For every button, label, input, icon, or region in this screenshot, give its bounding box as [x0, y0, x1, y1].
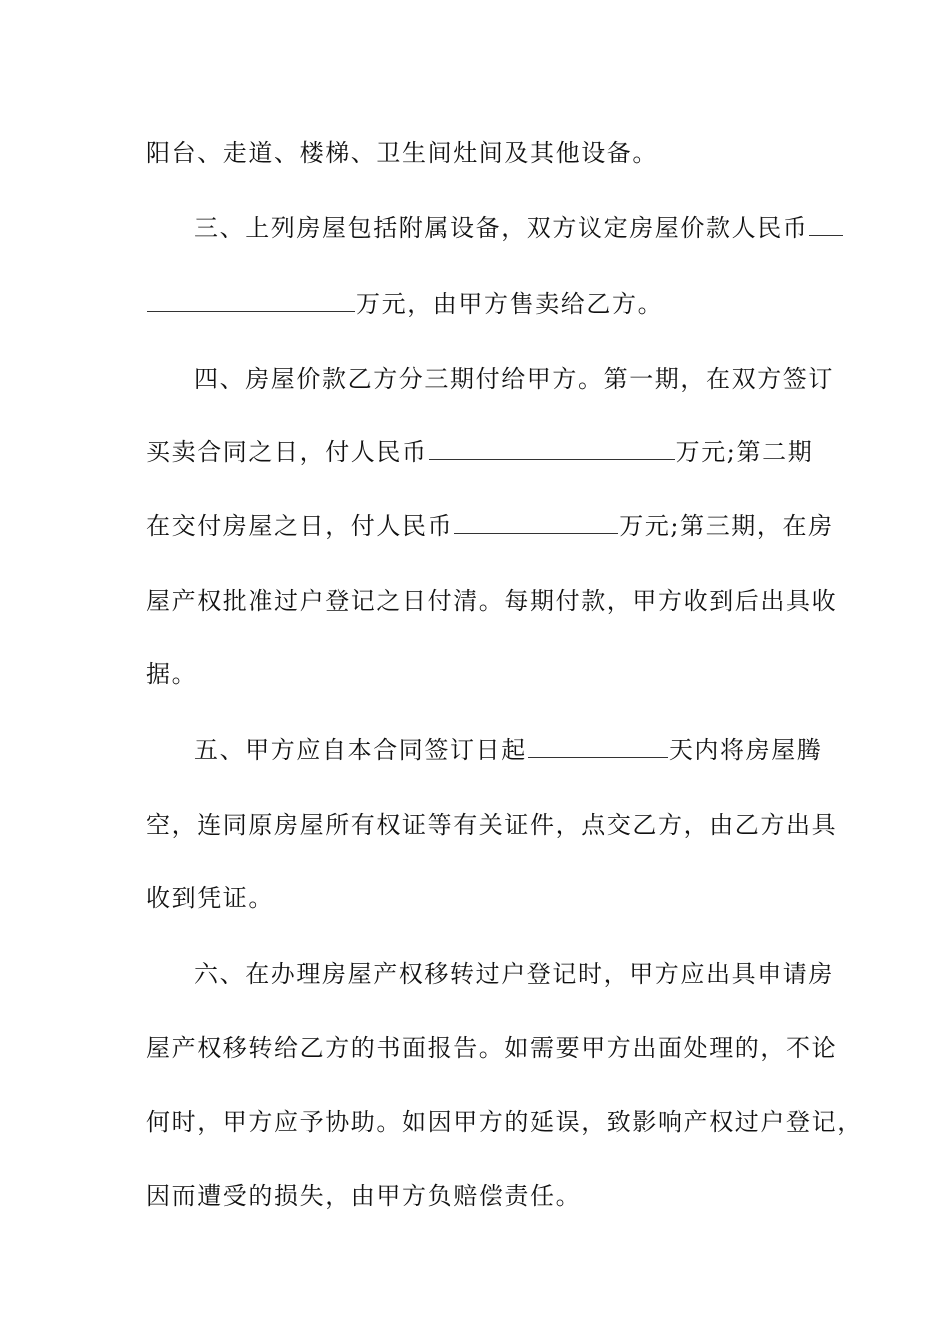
text-line — [146, 1181, 581, 1211]
clause-5-text-a: 五、甲方应自本合同签订日起 — [194, 736, 527, 764]
text-line — [146, 659, 197, 689]
text-line — [146, 289, 663, 319]
clause-4-line-4: 屋产权批准过户登记之日付清。每期付款，甲方收到后出具收 — [146, 587, 838, 615]
text-line — [146, 586, 837, 616]
clause-4-line-3b: 万元;第三期，在房 — [619, 512, 834, 540]
price-blank-start — [809, 213, 843, 236]
second-payment-blank — [454, 511, 618, 534]
clause-6-line-3: 何时，甲方应予协助。如因甲方的延误，致影响产权过户登记， — [146, 1108, 863, 1136]
text-line — [146, 1107, 863, 1137]
text-line — [194, 959, 834, 989]
clause-4-line-2b: 万元;第二期 — [675, 438, 814, 466]
text-line — [146, 1033, 837, 1063]
text-line — [146, 138, 658, 168]
clause-5-line-2: 空，连同原房屋所有权证等有关证件，点交乙方，由乙方出具 — [146, 811, 838, 839]
clause-4-line-3a: 在交付房屋之日，付人民币 — [146, 512, 454, 540]
text-line — [146, 810, 837, 840]
price-blank — [147, 289, 355, 312]
clause-3-end: 万元，由甲方售卖给乙方。 — [356, 290, 664, 318]
clause-4-text: 四、房屋价款乙方分三期付给甲方。第一期，在双方签订 — [194, 365, 834, 393]
clause-6-text: 六、在办理房屋产权移转过户登记时，甲方应出具申请房 — [194, 960, 834, 988]
days-blank — [528, 735, 668, 758]
clause-5-text-b: 天内将房屋腾 — [668, 736, 823, 764]
text-line — [194, 213, 844, 243]
clause-3-text: 三、上列房屋包括附属设备，双方议定房屋价款人民币 — [194, 214, 809, 242]
clause-5-end: 收到凭证。 — [146, 884, 274, 912]
clause-4-end: 据。 — [146, 660, 198, 688]
clause-6-end: 因而遭受的损失，由甲方负赔偿责任。 — [146, 1182, 582, 1210]
clause-6-line-2: 屋产权移转给乙方的书面报告。如需要甲方出面处理的，不论 — [146, 1034, 838, 1062]
clause-4-line-2a: 买卖合同之日，付人民币 — [146, 438, 428, 466]
text-line — [194, 735, 822, 765]
paragraph-2-end: 阳台、走道、楼梯、卫生间灶间及其他设备。 — [146, 139, 658, 167]
first-payment-blank — [429, 437, 675, 460]
text-line — [146, 437, 813, 467]
text-line — [146, 511, 834, 541]
text-line — [194, 364, 834, 394]
text-line — [146, 883, 274, 913]
